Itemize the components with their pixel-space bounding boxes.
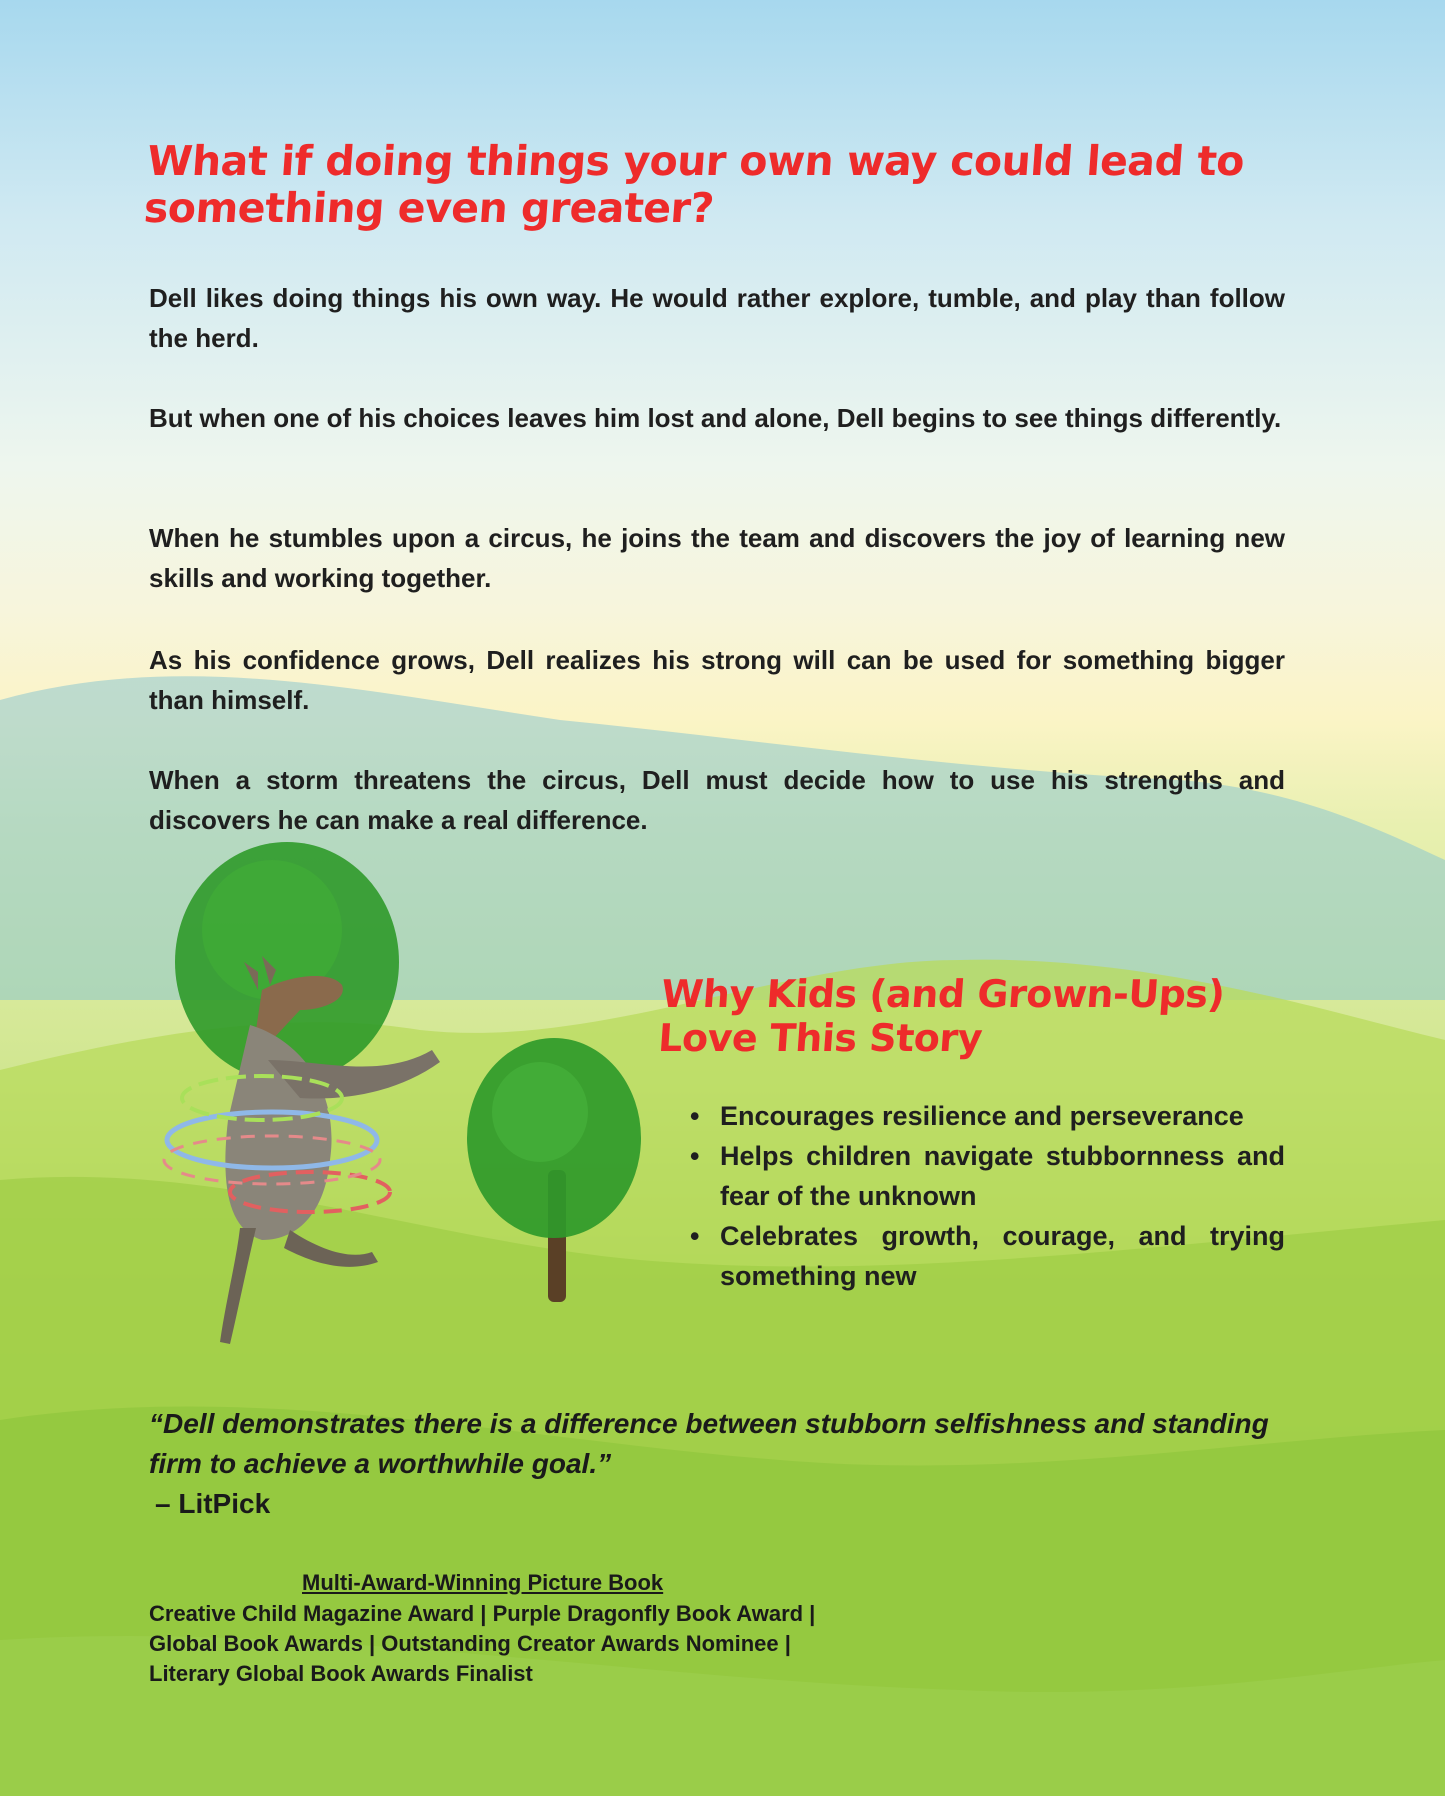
bullet-icon: • — [690, 1221, 700, 1251]
awards-heading: Multi-Award-Winning Picture Book — [302, 1570, 664, 1595]
description-paragraph-5: When a storm threatens the circus, Dell must decide how to use his strengths and discovers he can make a real difference. — [149, 765, 1285, 835]
list-item-text: Celebrates growth, courage, and trying something new — [720, 1221, 1285, 1291]
description-paragraph-2: But when one of his choices leaves him lost and alone, Dell begins to see things differently. — [149, 403, 1282, 433]
description-paragraph-4: As his confidence grows, Dell realizes his strong will can be used for something bigger than himself. — [149, 645, 1285, 715]
review-attribution: – LitPick — [155, 1488, 271, 1519]
list-item — [690, 1216, 1285, 1296]
why-heading-line-1: Why Kids (and Grown-Ups) — [659, 972, 1226, 1016]
description-paragraph-3: When he stumbles upon a circus, he joins the team and discovers the joy of learning new skills and working together. — [149, 523, 1285, 593]
bullet-icon: • — [690, 1101, 700, 1131]
why-heading-line-2: Love This Story — [656, 1016, 984, 1060]
list-item — [690, 1136, 1285, 1216]
headline: What if doing things your own way could lead to something even greater? — [142, 137, 1246, 232]
benefits-list — [690, 1096, 1285, 1296]
list-item — [690, 1096, 1285, 1136]
bullet-icon: • — [690, 1141, 700, 1171]
list-item-text: Encourages resilience and perseverance — [720, 1101, 1244, 1131]
why-section-heading — [657, 972, 1283, 1060]
awards-list: Creative Child Magazine Award | Purple Dragonfly Book Award | Global Book Awards | Outstanding Creator Awards Nominee | Literary Global Book Awards Finalist — [149, 1601, 816, 1686]
description-paragraph-1: Dell likes doing things his own way. He would rather explore, tumble, and play than follow the herd. — [149, 283, 1285, 353]
review-quote: “Dell demonstrates there is a difference between stubborn selfishness and standing firm to achieve a worthwhile goal.” — [149, 1408, 1269, 1479]
list-item-text: Helps children navigate stubbornness and fear of the unknown — [720, 1141, 1285, 1211]
